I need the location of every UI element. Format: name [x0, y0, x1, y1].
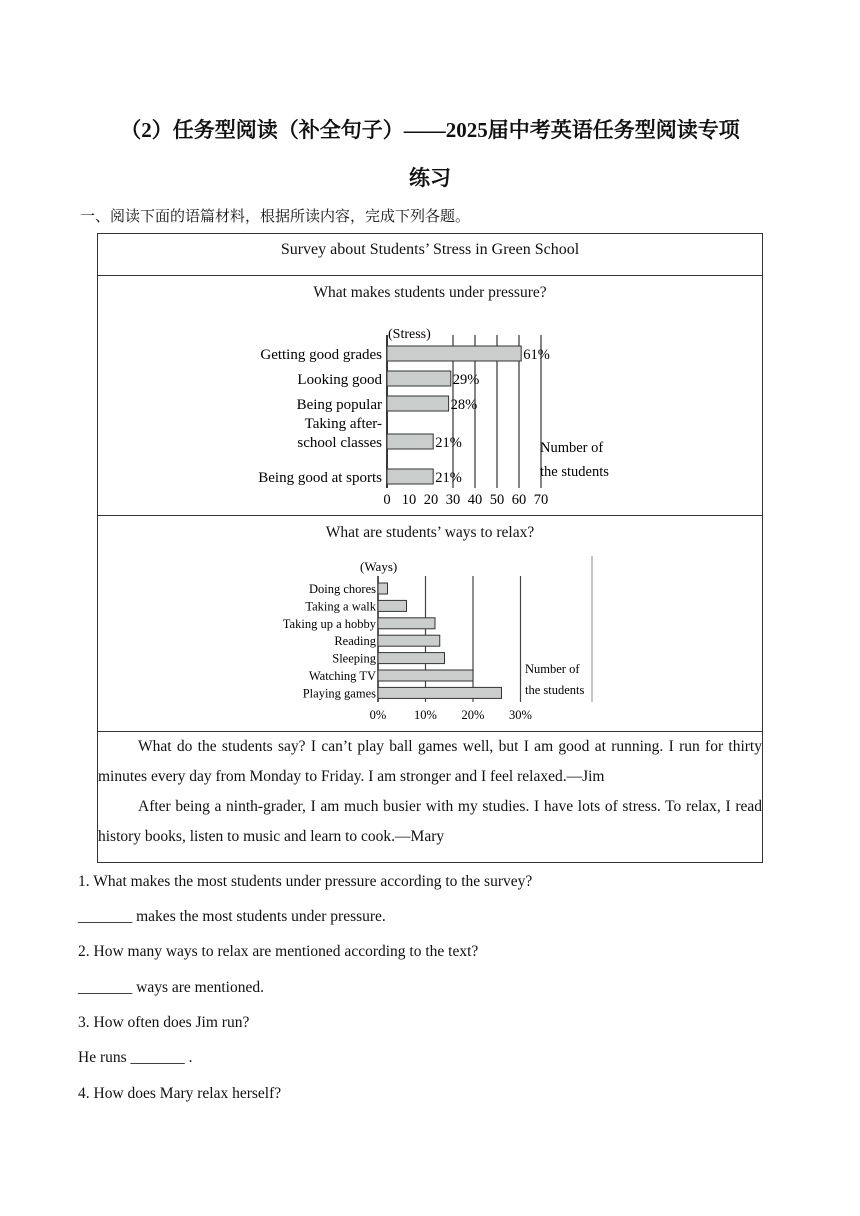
relax-tick-label: 30% — [509, 708, 532, 722]
relax-bar — [378, 600, 407, 611]
question-4: 4. How does Mary relax herself? — [78, 1085, 282, 1102]
relax-category-label: Taking a walk — [305, 599, 376, 614]
relax-bar — [378, 583, 388, 594]
stress-tick-label: 70 — [533, 492, 549, 508]
relax-bar — [378, 687, 502, 698]
stress-bar-label: 28% — [450, 397, 478, 413]
stress-bar — [387, 434, 433, 449]
relax-tick-label: 10% — [414, 708, 437, 722]
stress-tick-label: 20 — [423, 492, 439, 508]
relax-xlabel: Number of — [525, 662, 580, 676]
stress-bar — [387, 371, 451, 386]
stress-chart — [98, 302, 762, 508]
page-title-continued: 练习 — [409, 166, 451, 190]
relax-bar — [378, 653, 445, 664]
stress-bar-label: 29% — [452, 372, 480, 388]
jim-quote: What do the students say? I can’t play ball games well, but I am good at running. I run for thirty minutes every day from Monday to Friday. I am stronger and I feel relaxed.—Jim — [98, 738, 762, 785]
relax-xlabel: the students — [525, 683, 585, 697]
stress-category-label: Getting good grades — [260, 347, 382, 363]
stress-tick-label: 0 — [383, 492, 391, 508]
relax-category-label: Sleeping — [332, 651, 376, 666]
stress-tick-label: 60 — [511, 492, 527, 508]
stress-tick-label: 10 — [401, 492, 417, 508]
student-quotes-cell — [98, 732, 763, 863]
answer-line-1[interactable]: _______ makes the most students under pressure. — [78, 908, 386, 925]
relax-bar — [378, 635, 440, 646]
page-title: （2）任务型阅读（补全句子）——2025届中考英语任务型阅读专项 — [120, 118, 740, 142]
relax-category-label: Playing games — [302, 686, 376, 701]
stress-category-label: Being popular — [296, 397, 382, 413]
stress-tick-label: 30 — [445, 492, 461, 508]
relax-bar — [378, 670, 473, 681]
answer-line-2[interactable]: _______ ways are mentioned. — [78, 979, 264, 996]
question-3: 3. How often does Jim run? — [78, 1014, 250, 1031]
stress-bar-label: 21% — [435, 435, 462, 451]
stress-category-label: Being good at sports — [258, 470, 382, 486]
relax-chart — [98, 542, 762, 724]
stress-bar — [387, 346, 521, 361]
relax-chart-cell — [98, 516, 763, 732]
stress-bar — [387, 469, 433, 484]
stress-xlabel: Number of — [540, 440, 604, 456]
relax-category-label: Doing chores — [309, 582, 376, 596]
relax-tick-label: 0% — [369, 708, 387, 722]
stress-tick-label: 50 — [489, 492, 505, 508]
question-2: 2. How many ways to relax are mentioned according to the text? — [78, 943, 479, 960]
stress-bar-label: 61% — [523, 347, 550, 363]
relax-chart-title: What are students’ ways to relax? — [325, 524, 535, 541]
mary-quote: After being a ninth-grader, I am much busier with my studies. I have lots of stress. To relax, I read history books, listen to music and learn to cook.—Mary — [98, 798, 762, 845]
survey-table — [97, 233, 763, 863]
relax-bar — [378, 618, 435, 629]
stress-axis-label: (Stress) — [388, 327, 431, 342]
stress-category-label: Looking good — [297, 372, 382, 388]
relax-tick-label: 20% — [461, 708, 485, 722]
stress-bar — [387, 396, 449, 411]
stress-xlabel: the students — [540, 464, 609, 480]
stress-chart-title: What makes students under pressure? — [313, 284, 547, 301]
question-1: 1. What makes the most students under pressure according to the survey? — [78, 873, 533, 890]
relax-category-label: Watching TV — [308, 669, 376, 683]
stress-chart-cell — [98, 276, 763, 516]
relax-category-label: Reading — [334, 634, 376, 649]
stress-tick-label: 40 — [467, 492, 483, 508]
stress-category-label: school classes — [297, 435, 382, 451]
stress-category-label: Taking after- — [304, 416, 382, 432]
stress-bar-label: 21% — [435, 470, 462, 486]
answer-line-3[interactable]: He runs _______ . — [78, 1049, 193, 1066]
relax-axis-label: (Ways) — [360, 559, 398, 574]
section-instruction: 一、阅读下面的语篇材料，根据所读内容，完成下列各题。 — [80, 209, 471, 225]
relax-category-label: Taking up a hobby — [282, 616, 376, 631]
survey-heading: Survey about Students’ Stress in Green School — [98, 234, 763, 276]
